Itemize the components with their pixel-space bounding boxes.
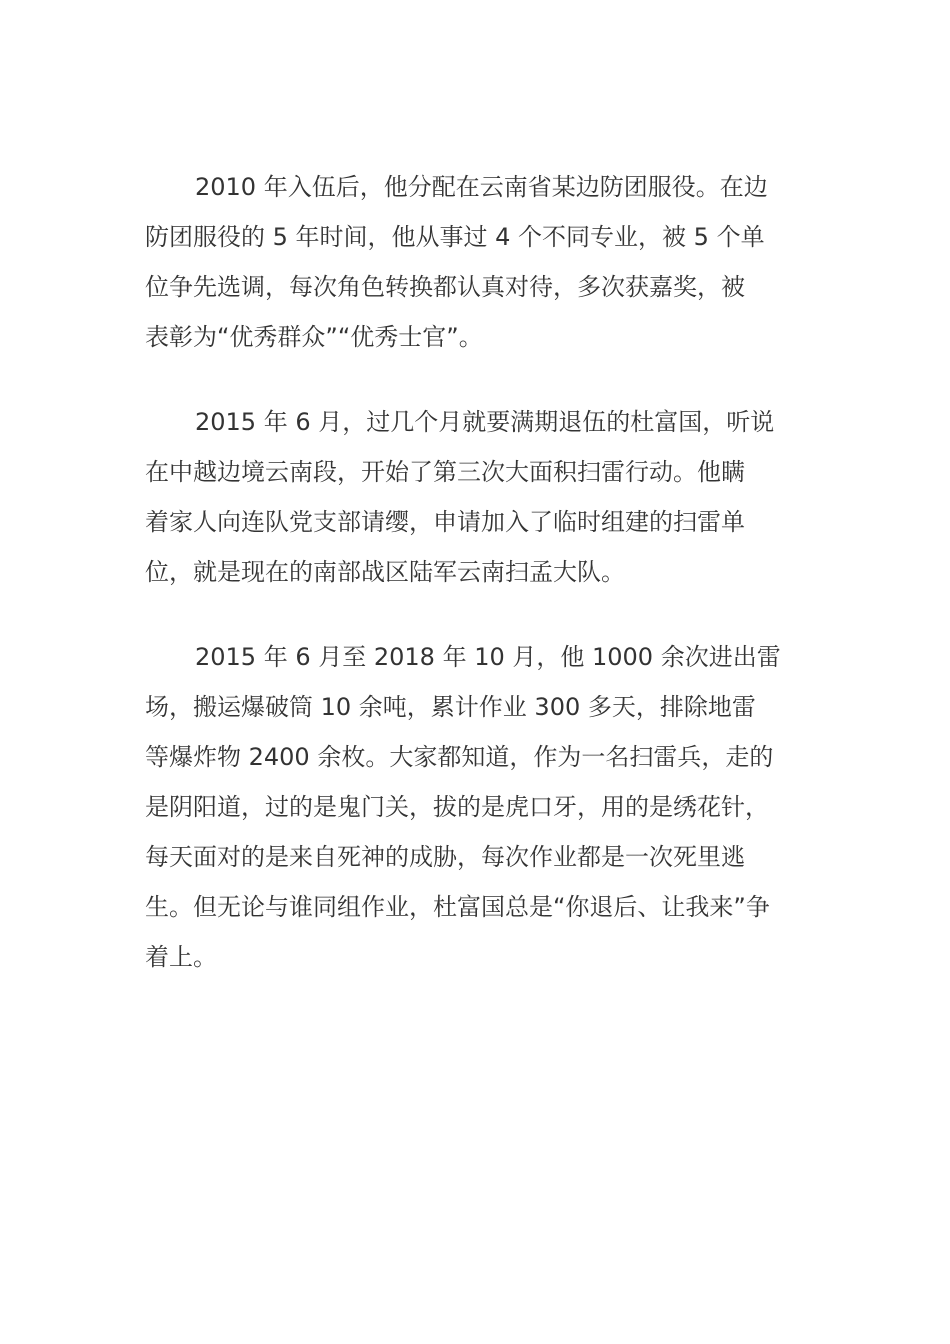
- text-line: 是阴阳道，过的是鬼门关，拔的是虎口牙，用的是绣花针，: [145, 793, 769, 821]
- text-line: 生。但无论与谁同组作业，杜富国总是“你退后、让我来”争: [145, 893, 770, 921]
- paragraph-1: [145, 162, 810, 362]
- paragraph-3: [145, 632, 810, 982]
- text-line: 位争先选调，每次角色转换都认真对待，多次获嘉奖，被: [145, 273, 745, 301]
- text-line: 表彰为“优秀群众”“优秀士官”。: [145, 323, 483, 351]
- paragraph-spacer: [145, 362, 810, 397]
- text-line: 2015 年 6 月至 2018 年 10 月，他 1000 余次进出雷: [195, 643, 781, 671]
- text-line: 位，就是现在的南部战区陆军云南扫孟大队。: [145, 558, 625, 586]
- text-line: 防团服役的 5 年时间，他从事过 4 个不同专业，被 5 个单: [145, 223, 765, 251]
- text-line: 2010 年入伍后，他分配在云南省某边防团服役。在边: [195, 173, 768, 201]
- paragraph-2: [145, 397, 810, 597]
- text-line: 着家人向连队党支部请缨，申请加入了临时组建的扫雷单: [145, 508, 745, 536]
- text-line: 着上。: [145, 943, 217, 971]
- text-line: 2015 年 6 月，过几个月就要满期退伍的杜富国，听说: [195, 408, 775, 436]
- text-line: 每天面对的是来自死神的成胁，每次作业都是一次死里逃: [145, 843, 745, 871]
- text-line: 场，搬运爆破筒 10 余吨，累计作业 300 多天，排除地雷: [145, 693, 756, 721]
- text-line: 等爆炸物 2400 余枚。大家都知道，作为一名扫雷兵，走的: [145, 743, 774, 771]
- paragraph-spacer: [145, 597, 810, 632]
- text-line: 在中越边境云南段，开始了第三次大面积扫雷行动。他瞒: [145, 458, 745, 486]
- document-body: [145, 162, 810, 982]
